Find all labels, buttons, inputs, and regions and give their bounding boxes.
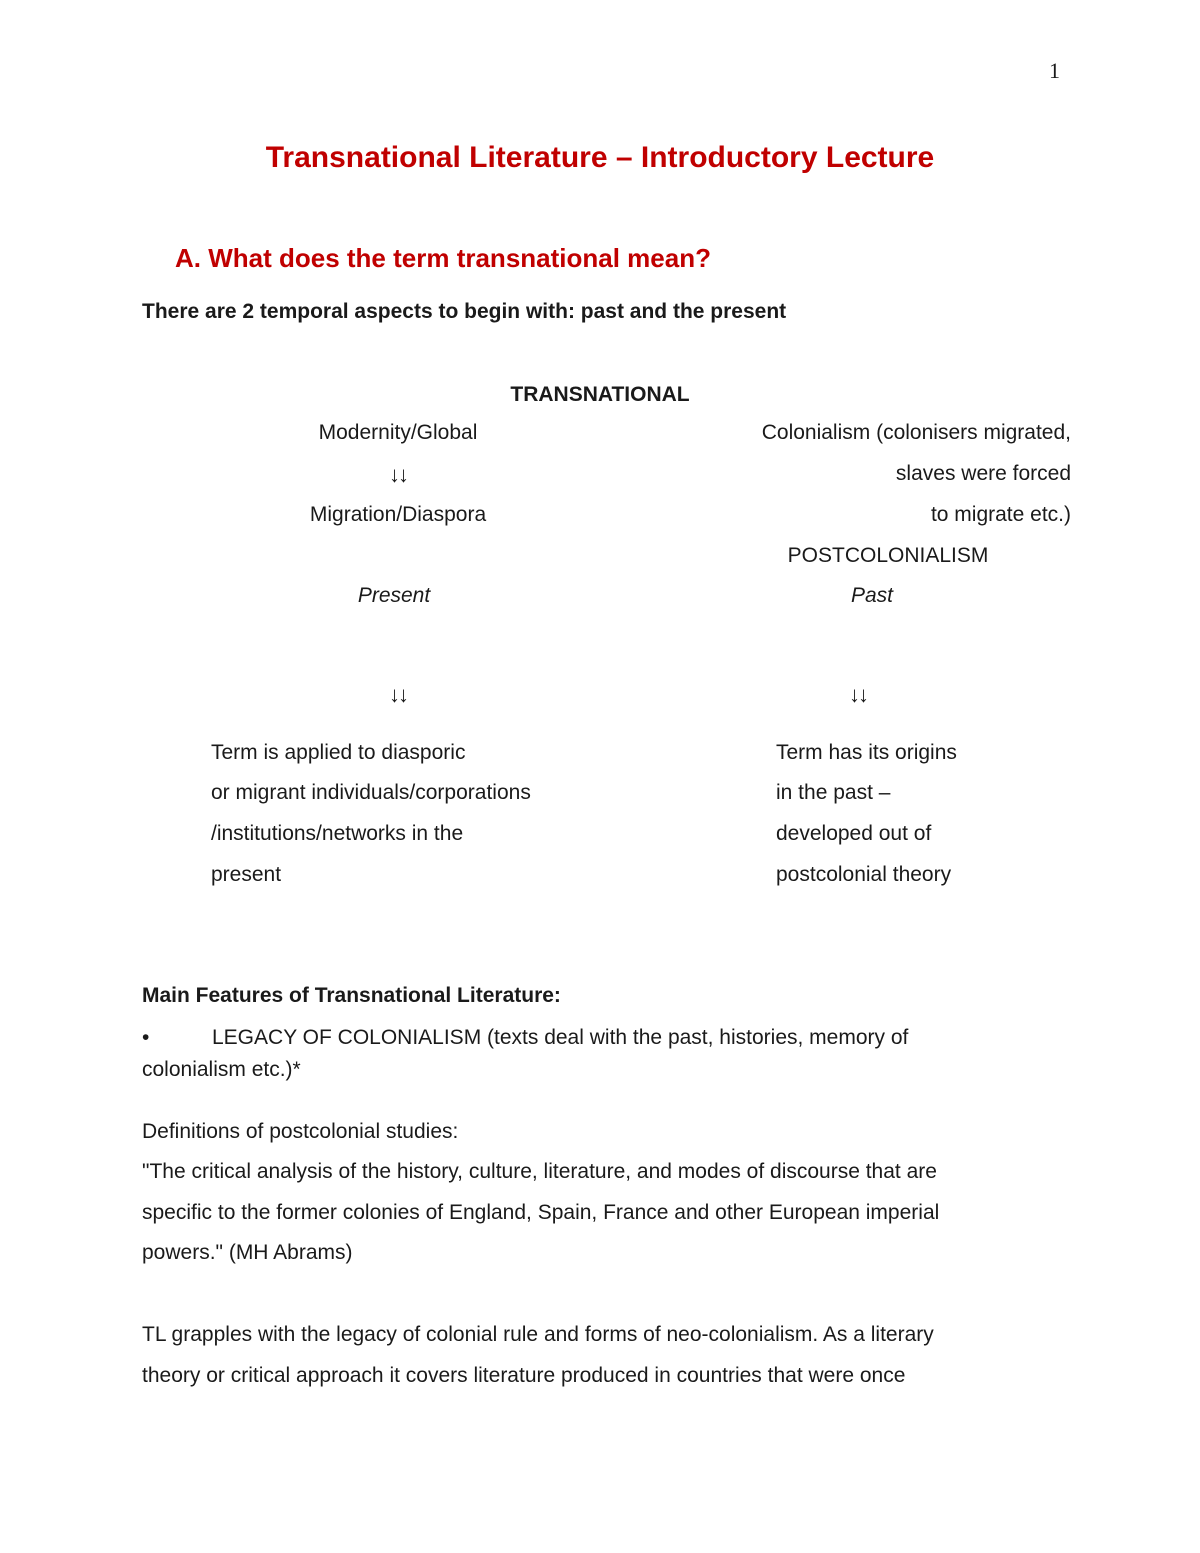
definition-line: powers." (MH Abrams) [142,1241,353,1264]
page-number: 1 [1049,58,1060,83]
right-label-past: Past [850,584,894,607]
left-desc-line: or migrant individuals/corporations [211,781,531,804]
bullet-item [142,1026,908,1050]
right-line-3: to migrate etc.) [930,503,1071,526]
diagram-heading: TRANSNATIONAL [510,383,690,406]
features-heading: Main Features of Transnational Literature: [142,984,561,1007]
left-desc-line: present [211,863,282,886]
left-line-1: Modernity/Global [318,421,478,444]
bullet-icon: • [142,1026,150,1049]
right-desc-line: in the past – [776,781,891,804]
closing-line: TL grapples with the legacy of colonial rule and forms of neo-colonialism. As a literary [142,1323,934,1346]
left-label-present: Present [357,584,431,607]
right-desc-line: Term has its origins [776,741,957,764]
definitions-heading: Definitions of postcolonial studies: [142,1120,459,1143]
definition-line: specific to the former colonies of England, Spain, France and other European imperial [142,1201,940,1224]
right-line-2: slaves were forced [895,462,1071,485]
right-desc-line: postcolonial theory [776,863,952,886]
bullet-text: LEGACY OF COLONIALISM (texts deal with the past, histories, memory of [212,1026,909,1049]
closing-line: theory or critical approach it covers literature produced in countries that were once [142,1364,906,1387]
definition-line: "The critical analysis of the history, culture, literature, and modes of discourse that are [142,1160,937,1183]
down-arrows-icon: ↓↓ [389,682,407,707]
right-line-4: POSTCOLONIALISM [787,544,989,567]
intro-text: There are 2 temporal aspects to begin with: past and the present [142,300,787,323]
bullet-text-continued: colonialism etc.)* [142,1058,301,1081]
right-line-1: Colonialism (colonisers migrated, [761,421,1071,444]
section-heading: A. What does the term transnational mean? [175,243,711,273]
right-desc-line: developed out of [776,822,932,845]
down-arrows-icon: ↓↓ [389,462,407,487]
left-desc-line: Term is applied to diasporic [211,741,466,764]
down-arrows-icon: ↓↓ [849,682,867,707]
page-title: Transnational Literature – Introductory Lecture [265,141,935,174]
left-line-2: Migration/Diaspora [309,503,487,526]
left-desc-line: /institutions/networks in the [211,822,464,845]
